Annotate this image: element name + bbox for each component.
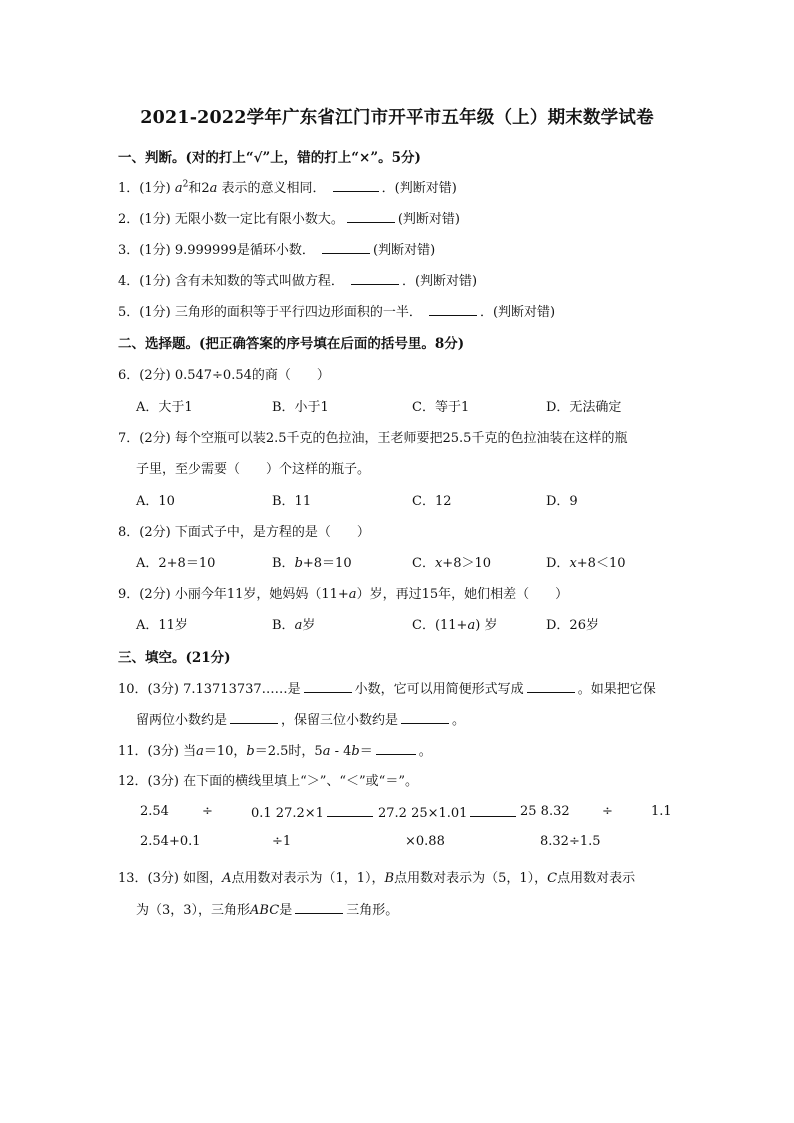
variable: a: [348, 587, 357, 602]
option-b[interactable]: [272, 614, 315, 633]
question-13: [118, 867, 635, 886]
question-hint: ．(判断对错): [401, 274, 478, 289]
question-10-continued: [136, 709, 465, 728]
option-b[interactable]: B．11: [272, 494, 312, 509]
question-text: - 4: [330, 744, 352, 759]
question-9: [118, 583, 568, 602]
option-c[interactable]: [412, 614, 497, 633]
question-12: 12．(3分) 在下面的横线里填上“＞”、“＜”或“＝”。: [118, 774, 418, 789]
compare-cell: 2.54+0.1: [140, 834, 201, 849]
answer-blank[interactable]: [322, 241, 370, 254]
point-label: C: [547, 871, 558, 886]
variable: b: [351, 744, 360, 759]
compare-cell: 8.32÷1.5: [540, 834, 601, 849]
option-text: +8＝10: [302, 556, 352, 571]
page-title: 2021-2022学年广东省江门市开平市五年级（上）期末数学试卷: [140, 108, 654, 128]
question-hint: (判断对错): [397, 212, 460, 227]
compare-cell: [378, 804, 519, 821]
triangle-label: ABC: [250, 903, 280, 918]
answer-blank[interactable]: [401, 711, 449, 724]
option-a[interactable]: A．大于1: [136, 400, 193, 415]
point-label: B: [384, 871, 395, 886]
question-2: [118, 208, 460, 227]
question-number: 3．(1分): [118, 243, 171, 258]
question-text: 。: [452, 713, 466, 728]
variable: a: [209, 181, 218, 196]
compare-cell: 25 8.32: [520, 804, 570, 819]
question-13-continued: [136, 899, 398, 918]
option-label: B．: [272, 618, 295, 633]
question-text: ＝2.5时，5: [254, 744, 323, 759]
variable: b: [294, 556, 303, 571]
option-a[interactable]: A．11岁: [136, 618, 188, 633]
question-text: 点用数对表示: [557, 871, 636, 886]
option-c[interactable]: C．12: [412, 494, 452, 509]
question-11: [118, 740, 432, 759]
question-text: ＝10，: [203, 744, 247, 759]
variable: a: [294, 618, 303, 633]
option-d[interactable]: D．26岁: [546, 618, 599, 633]
question-text: 三角形的面积等于平行四边形面积的一半．: [174, 305, 422, 320]
answer-blank[interactable]: [230, 711, 278, 724]
question-text: 小数，它可以用简便形式写成: [354, 682, 524, 697]
option-b[interactable]: [272, 552, 352, 571]
compare-text: 27.2 25×1.01: [378, 806, 468, 821]
question-hint: ．(判断对错): [381, 181, 457, 196]
option-d[interactable]: [546, 552, 626, 571]
variable: a: [322, 744, 331, 759]
question-text: ）岁，再过15年，她们相差（ ）: [356, 587, 569, 602]
option-d[interactable]: D．无法确定: [546, 400, 622, 415]
option-b[interactable]: B．小于1: [272, 400, 329, 415]
question-text: 。: [418, 744, 432, 759]
section-heading-fill: 三、填空。(21分): [118, 650, 231, 666]
question-7-continued: 子里，至少需要（ ）个这样的瓶子。: [136, 462, 371, 477]
question-text: 是: [279, 903, 293, 918]
variable: a: [196, 744, 204, 759]
option-text: ) 岁: [475, 618, 498, 633]
compare-cell: ÷1: [272, 834, 292, 849]
question-number: 1．(1分): [118, 181, 171, 196]
question-text: 为（3，3），三角形: [136, 903, 251, 918]
question-text: 10．(3分) 7.13713737……是: [118, 682, 301, 697]
question-hint: (判断对错): [373, 243, 436, 258]
section-heading-choice: 二、选择题。(把正确答案的序号填在后面的括号里。8分): [118, 336, 465, 352]
option-c[interactable]: C．等于1: [412, 400, 470, 415]
question-text: 点用数对表示为（1，1），: [231, 871, 385, 886]
exponent: 2: [182, 179, 189, 190]
question-number: 4．(1分): [118, 274, 171, 289]
question-text: 无限小数一定比有限小数大。: [174, 212, 344, 227]
question-7: 7．(2分) 每个空瓶可以装2.5千克的色拉油，王老师要把25.5千克的色拉油装在这样的瓶: [118, 431, 628, 446]
answer-blank[interactable]: [333, 179, 379, 192]
question-text: 三角形。: [346, 903, 399, 918]
answer-blank[interactable]: [470, 804, 516, 817]
question-text: 和2: [188, 181, 210, 196]
question-number: 2．(1分): [118, 212, 171, 227]
question-text: 9．(2分) 小丽今年11岁，她妈妈（11+: [118, 587, 349, 602]
compare-cell: ×0.88: [405, 834, 445, 849]
question-6: 6．(2分) 0.547÷0.54的商（ ）: [118, 368, 330, 383]
compare-cell: [251, 804, 376, 821]
question-text: ，保留三位小数约是: [281, 713, 399, 728]
compare-text: 0.1 27.2×1: [251, 806, 324, 821]
question-text: 留两位小数约是: [136, 713, 228, 728]
answer-blank[interactable]: [527, 680, 575, 693]
compare-cell: 2.54: [140, 804, 169, 819]
question-text: 表示的意义相同．: [221, 181, 326, 196]
variable: a: [467, 618, 476, 633]
compare-cell: 1.1: [651, 804, 672, 819]
answer-blank[interactable]: [351, 272, 399, 285]
answer-blank[interactable]: [304, 680, 352, 693]
question-3: [118, 239, 435, 258]
question-text: ＝: [359, 744, 373, 759]
option-label: C．: [412, 556, 435, 571]
variable: x: [434, 556, 443, 571]
section-heading-judgement: 一、判断。(对的打上“√”上，错的打上“×”。5分): [118, 150, 421, 166]
answer-blank[interactable]: [429, 303, 477, 316]
question-text: 含有未知数的等式叫做方程．: [174, 274, 344, 289]
compare-cell: ÷: [602, 804, 613, 819]
option-text: 岁: [302, 618, 316, 633]
option-d[interactable]: D．9: [546, 494, 578, 509]
option-label: C．(11+: [412, 618, 468, 633]
variable: b: [246, 744, 255, 759]
option-a[interactable]: A．10: [136, 494, 175, 509]
option-text: +8＞10: [442, 556, 492, 571]
answer-blank[interactable]: [295, 901, 343, 914]
question-text: 。如果把它保: [577, 682, 656, 697]
option-text: +8＜10: [576, 556, 626, 571]
question-text: 11．(3分) 当: [118, 744, 197, 759]
question-text: 9.999999是循环小数．: [174, 243, 315, 258]
answer-blank[interactable]: [327, 804, 373, 817]
question-text: 点用数对表示为（5，1），: [394, 871, 548, 886]
option-label: D．: [546, 556, 570, 571]
question-4: [118, 270, 477, 289]
compare-cell: ÷: [202, 804, 213, 819]
question-10: [118, 678, 656, 697]
question-number: 5．(1分): [118, 305, 171, 320]
answer-blank[interactable]: [347, 210, 395, 223]
point-label: A: [222, 871, 232, 886]
question-hint: ．(判断对错): [479, 305, 556, 320]
question-8: 8．(2分) 下面式子中，是方程的是（ ）: [118, 525, 370, 540]
question-5: [118, 301, 555, 320]
option-label: B．: [272, 556, 295, 571]
variable: x: [569, 556, 577, 571]
question-text: 13．(3分) 如图，: [118, 871, 223, 886]
variable: a: [174, 181, 183, 196]
option-a[interactable]: A．2+8＝10: [136, 556, 216, 571]
question-1: [118, 177, 457, 196]
answer-blank[interactable]: [376, 742, 416, 755]
option-c[interactable]: [412, 552, 491, 571]
